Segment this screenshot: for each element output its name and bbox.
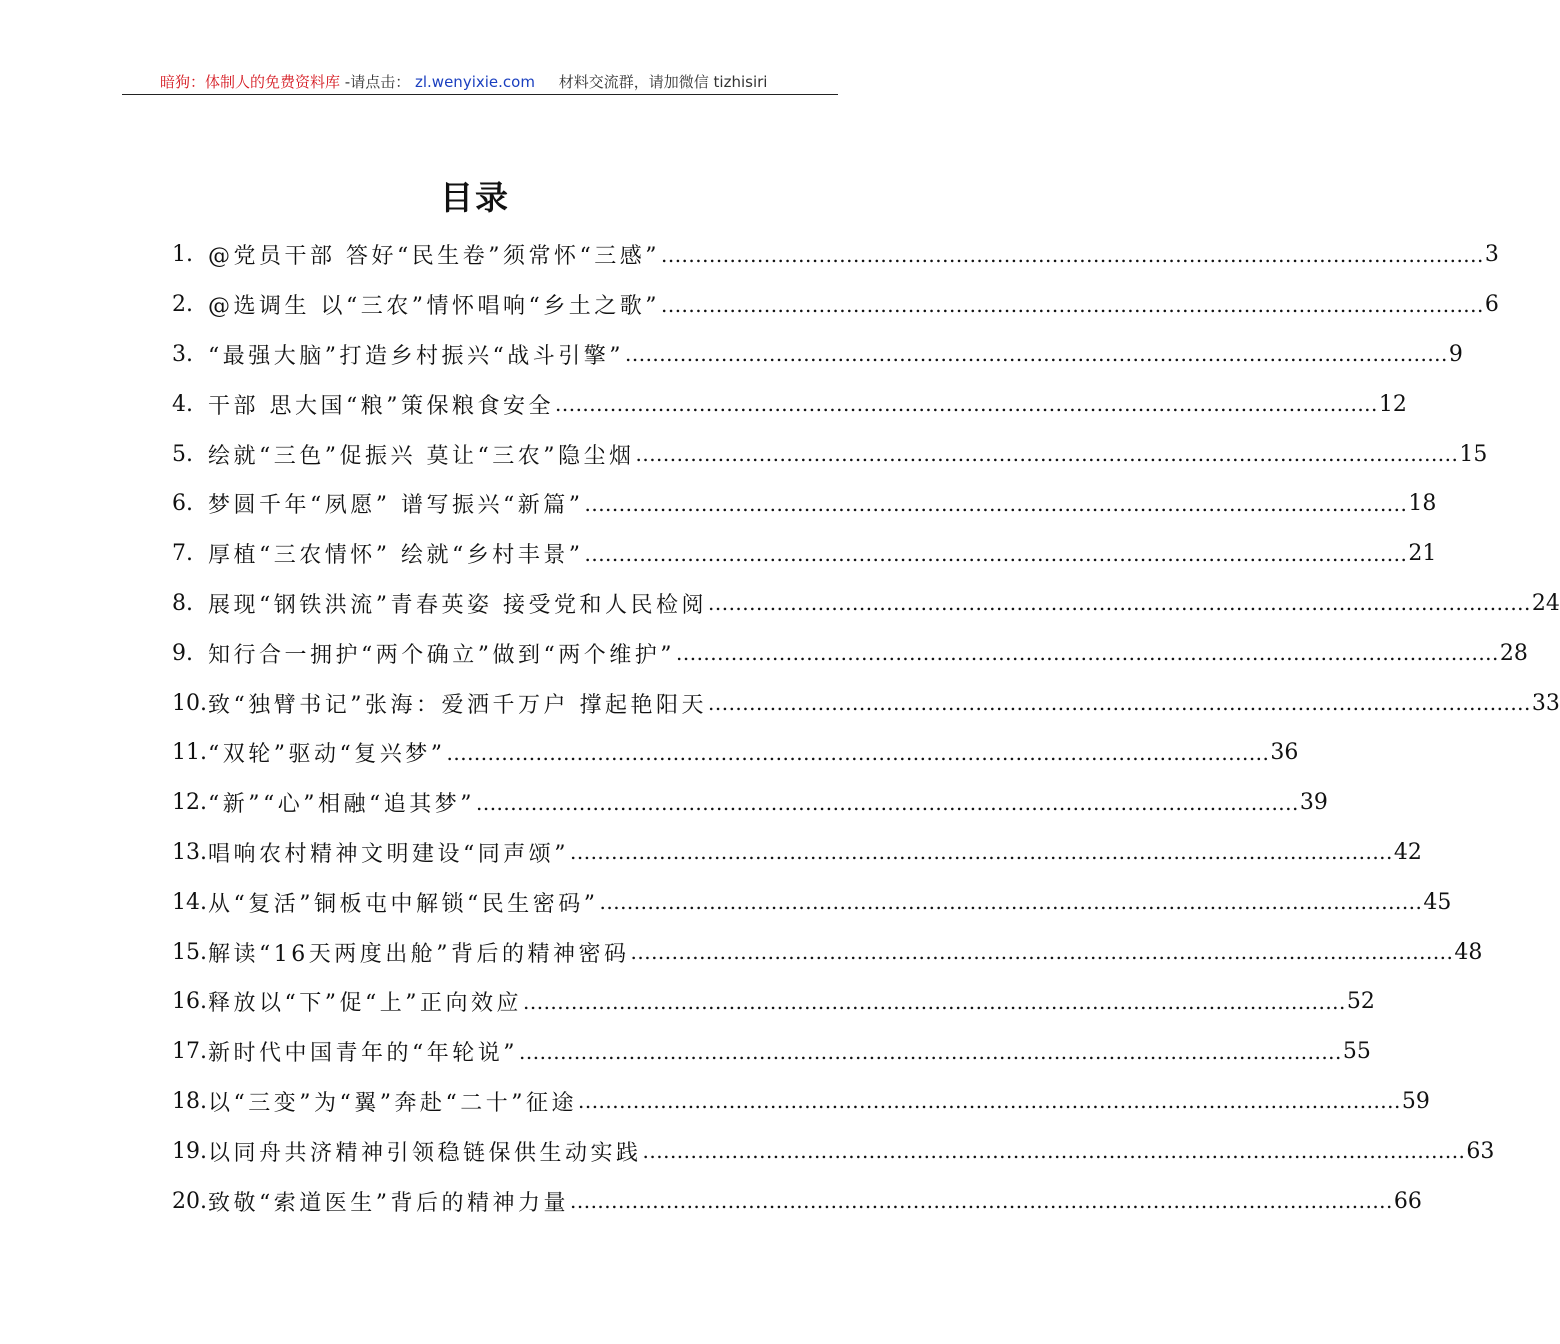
toc-entry-title: 干部 思大国“粮”策保粮食安全 (208, 393, 554, 419)
toc-entry-title: 展现“钢铁洪流”青春英姿 接受党和人民检阅 (208, 592, 707, 618)
toc-leader-dots: ........................................................................................................................ (708, 691, 1531, 716)
toc-entry[interactable] (172, 230, 1499, 280)
toc-entry-title: 厚植“三农情怀” 绘就“乡村丰景” (208, 543, 584, 569)
toc-leader-dots: ........................................................................................................................ (475, 790, 1299, 815)
toc-entry-title: 知行合一拥护“两个确立”做到“两个维护” (208, 642, 675, 668)
toc-entry-number: 19. (172, 1138, 207, 1164)
toc-entry[interactable] (172, 529, 1437, 579)
toc-entry-title: 从“复活”铜板屯中解锁“民生密码” (208, 891, 599, 917)
toc-leader-dots: ........................................................................................................................ (630, 940, 1454, 965)
toc-entry-title: 释放以“下”促“上”正向效应 (208, 991, 522, 1017)
header-url-link[interactable]: zl.wenyixie.com (415, 73, 535, 91)
toc-leader-dots: ........................................................................................................................ (625, 342, 1448, 367)
toc-entry[interactable] (172, 479, 1437, 529)
toc-entry-number: 12. (172, 790, 207, 816)
toc-leader-dots: ........................................................................................................................ (519, 1039, 1342, 1064)
toc-entry[interactable] (172, 628, 1528, 678)
toc-entry[interactable] (172, 828, 1422, 878)
toc-entry-page: 3 (1484, 242, 1499, 268)
toc-entry-page: 63 (1466, 1138, 1495, 1164)
toc-entry-page: 15 (1459, 441, 1488, 467)
toc-leader-dots: ........................................................................................................................ (584, 541, 1408, 566)
toc-entry-number: 6. (172, 491, 193, 517)
toc-entry-page: 33 (1531, 690, 1560, 716)
toc-entry-number: 1. (172, 242, 193, 268)
toc-entry-title: 唱响农村精神文明建设“同声颂” (208, 841, 569, 867)
toc-entry[interactable] (172, 379, 1407, 429)
toc-entry-number: 8. (172, 590, 193, 616)
toc-entry-page: 18 (1408, 491, 1437, 517)
toc-entry-number: 14. (172, 889, 207, 915)
toc-entry[interactable] (172, 429, 1488, 479)
toc-entry[interactable] (172, 1077, 1430, 1127)
toc-entry[interactable] (172, 678, 1560, 728)
toc-entry-number: 4. (172, 391, 193, 417)
toc-entry[interactable] (172, 927, 1483, 977)
toc-entry[interactable] (172, 728, 1299, 778)
toc-entry-page: 21 (1408, 541, 1437, 567)
toc-entry-number: 15. (172, 939, 207, 965)
toc-entry-number: 3. (172, 341, 193, 367)
header-line (160, 71, 767, 92)
toc-entry-page: 45 (1423, 889, 1452, 915)
toc-entry-page: 39 (1299, 790, 1328, 816)
toc-leader-dots: ........................................................................................................................ (577, 1089, 1401, 1114)
toc-entry[interactable] (172, 579, 1560, 629)
toc-entry-page: 42 (1393, 839, 1422, 865)
toc-entry-number: 13. (172, 839, 207, 865)
toc-entry-page: 55 (1342, 1039, 1371, 1065)
toc-entry-number: 18. (172, 1088, 207, 1114)
toc-entry-number: 9. (172, 640, 193, 666)
toc-leader-dots: ........................................................................................................................ (555, 392, 1378, 417)
toc-entry-page: 52 (1346, 989, 1375, 1015)
toc-entry-page: 36 (1270, 740, 1299, 766)
toc-entry-title: 致敬“索道医生”背后的精神力量 (208, 1190, 569, 1216)
toc-entry-number: 7. (172, 541, 193, 567)
toc-entry-title: 新时代中国青年的“年轮说” (208, 1041, 518, 1067)
toc-entry-page: 24 (1531, 590, 1560, 616)
table-of-contents (172, 230, 1560, 1226)
toc-leader-dots: ........................................................................................................................ (660, 242, 1484, 267)
toc-entry-title: @选调生 以“三农”情怀唱响“乡土之歌” (208, 294, 660, 320)
header-prompt: -请点击： (344, 73, 411, 91)
toc-entry-number: 20. (172, 1188, 207, 1214)
toc-entry-title: 致“独臂书记”张海：爱洒千万户 撑起艳阳天 (208, 692, 707, 718)
header-note: 材料交流群，请加微信 tizhisiri (558, 73, 768, 91)
toc-entry-page: 66 (1393, 1188, 1422, 1214)
toc-entry[interactable] (172, 330, 1463, 380)
toc-entry-title: 以“三变”为“翼”奔赴“二十”征途 (208, 1090, 577, 1116)
toc-leader-dots: ........................................................................................................................ (635, 442, 1459, 467)
toc-entry[interactable] (172, 280, 1499, 330)
toc-entry-number: 17. (172, 1039, 207, 1065)
toc-entry-title: “双轮”驱动“复兴梦” (208, 742, 446, 768)
toc-entry-page: 28 (1499, 640, 1528, 666)
toc-entry-title: @党员干部 答好“民生卷”须常怀“三感” (208, 244, 660, 270)
toc-entry-title: 以同舟共济精神引领稳链保供生动实践 (208, 1140, 642, 1166)
page-header (122, 70, 838, 95)
toc-entry-page: 59 (1401, 1088, 1430, 1114)
toc-entry-page: 12 (1378, 391, 1407, 417)
toc-entry-page: 6 (1484, 292, 1499, 318)
toc-entry-number: 16. (172, 989, 207, 1015)
toc-entry-number: 2. (172, 292, 193, 318)
toc-entry-number: 10. (172, 690, 207, 716)
toc-entry-number: 5. (172, 441, 193, 467)
page-title: 目录 (440, 178, 510, 217)
toc-entry[interactable] (172, 778, 1328, 828)
header-brand: 暗狗：体制人的免费资料库 (160, 73, 341, 91)
toc-leader-dots: ........................................................................................................................ (570, 1189, 1393, 1214)
toc-entry-page: 48 (1454, 939, 1483, 965)
toc-leader-dots: ........................................................................................................................ (523, 989, 1346, 1014)
toc-entry-title: 梦圆千年“夙愿” 谱写振兴“新篇” (208, 493, 584, 519)
toc-leader-dots: ........................................................................................................................ (642, 1139, 1466, 1164)
toc-entry-page: 9 (1448, 341, 1463, 367)
toc-leader-dots: ........................................................................................................................ (708, 591, 1531, 616)
toc-entry[interactable] (172, 977, 1375, 1027)
toc-leader-dots: ........................................................................................................................ (660, 292, 1484, 317)
toc-entry-title: “新”“心”相融“追其梦” (208, 792, 475, 818)
toc-entry-title: “最强大脑”打造乡村振兴“战斗引擎” (208, 343, 624, 369)
toc-leader-dots: ........................................................................................................................ (446, 740, 1270, 765)
toc-entry-title: 解读“16天两度出舱”背后的精神密码 (208, 941, 630, 967)
toc-leader-dots: ........................................................................................................................ (570, 840, 1393, 865)
toc-entry[interactable] (172, 877, 1452, 927)
toc-leader-dots: ........................................................................................................................ (599, 890, 1423, 915)
toc-entry-title: 绘就“三色”促振兴 莫让“三农”隐尘烟 (208, 443, 635, 469)
toc-entry[interactable] (172, 1027, 1371, 1077)
toc-leader-dots: ........................................................................................................................ (676, 641, 1499, 666)
toc-leader-dots: ........................................................................................................................ (584, 491, 1408, 516)
toc-entry[interactable] (172, 1126, 1495, 1176)
toc-entry-number: 11. (172, 740, 207, 766)
toc-entry[interactable] (172, 1176, 1422, 1226)
